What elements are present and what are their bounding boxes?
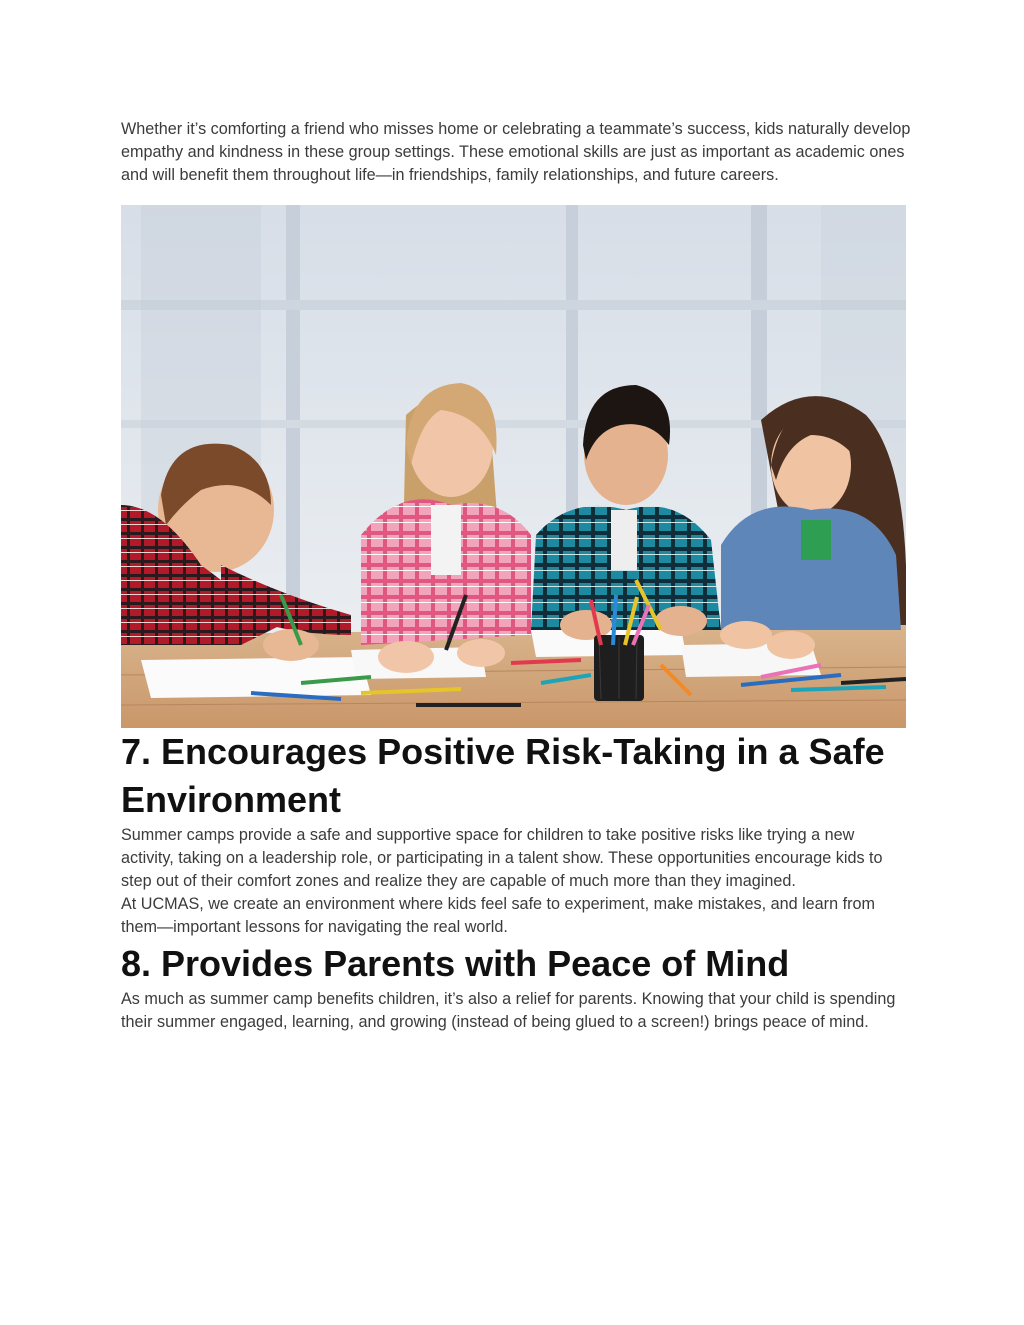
photo-illustration: [121, 205, 906, 728]
section-7-paragraph-2: At UCMAS, we create an environment where kids feel safe to experiment, make mistakes, and learn from them—important lessons for navigating the real world.: [121, 895, 875, 937]
section-7-paragraph-1: Summer camps provide a safe and supportive space for children to take positive risks like trying a new activity, taking on a leadership role, or participating in a talent show. These opportunities encourage kids to step out of their comfort zones and realize they are capable of much more than they imagined.: [121, 825, 883, 891]
intro-paragraph: Whether it’s comforting a friend who misses home or celebrating a teammate’s success, kids naturally develop empathy and kindness in these group settings. These emotional skills are just as important as academic ones and will benefit them throughout life—in friendships, family relationships, and future careers.: [121, 120, 911, 185]
section-8-paragraph-1: As much as summer camp benefits children, it’s also a relief for parents. Knowing that your child is spending their summer engaged, learning, and growing (instead of being glued to a screen!) brings peace of mind.: [121, 989, 896, 1031]
document-page: [121, 118, 911, 1034]
section-8-heading: 8. Provides Parents with Peace of Mind: [121, 942, 790, 984]
section-7-heading: 7. Encourages Positive Risk-Taking in a Safe Environment: [121, 730, 885, 820]
children-drawing-photo: [121, 205, 906, 728]
